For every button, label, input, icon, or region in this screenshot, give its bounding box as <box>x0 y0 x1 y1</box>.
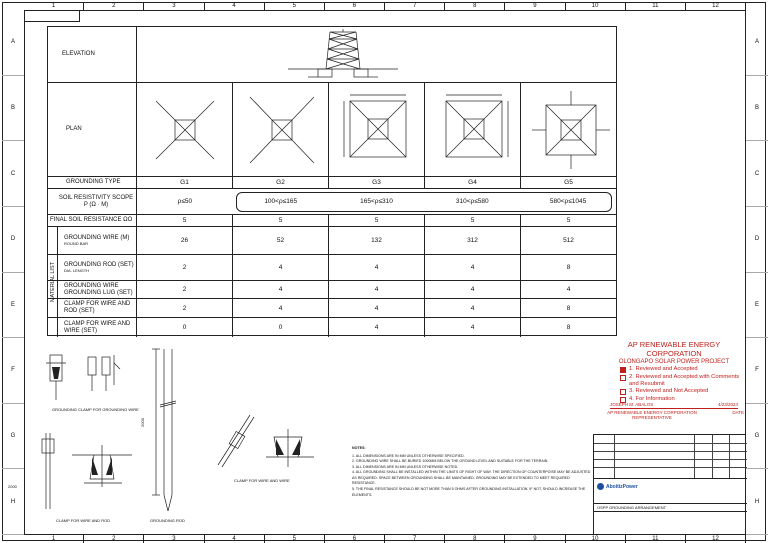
zone-row: H <box>2 469 24 535</box>
material-cell: 4 <box>328 318 424 337</box>
representative-row <box>604 410 744 420</box>
zone-col: 3 <box>144 535 204 543</box>
representative-label: AP RENEWABLE ENERGY CORPORATION REPRESENTATIVE <box>607 410 697 420</box>
dimension-label: 2000 <box>8 484 17 489</box>
stamp-option[interactable] <box>620 366 748 373</box>
material-cell: 8 <box>520 299 616 317</box>
material-cell: 2 <box>136 255 232 280</box>
plan-g4-drawing <box>434 89 514 169</box>
material-sub: DIA. LENGTH <box>64 267 90 273</box>
material-cell: 4 <box>232 299 328 317</box>
final-resistance-cell: 5 <box>232 215 328 226</box>
signer-name: JOSEPH M. ABALOS <box>610 402 654 407</box>
material-name: GROUNDING WIRE (M) <box>64 235 130 241</box>
zone-col: 6 <box>325 2 385 10</box>
title-block <box>593 434 746 535</box>
logo-mark-icon <box>597 483 604 490</box>
wire-wire-clamp-detail <box>210 405 320 475</box>
material-list-block <box>48 227 616 337</box>
material-cell: 4 <box>232 281 328 298</box>
material-cell: 4 <box>232 255 328 280</box>
note-item: 5. THE FINAL RESISTANCE SHOULD BE NOT MORE THAN 5 OHMS AFTER GROUNDING INSTALLATION. IF NOT, SHOULD INCREASE THE ELEMENTS. <box>352 486 586 497</box>
grounding-type-cell: G5 <box>520 177 616 188</box>
stamp-project: OLONGAPO SOLAR POWER PROJECT <box>618 359 730 365</box>
corner-box <box>24 10 80 22</box>
plan-g2-drawing <box>244 91 320 169</box>
stamp-option-label: 3. Reviewed and Not Accepted <box>629 388 709 395</box>
soil-resistivity-cell: 310<ρ≤580 <box>455 198 489 205</box>
material-label: CLAMP FOR WIRE AND WIRE (SET) <box>64 320 131 334</box>
material-cell: 52 <box>232 227 328 254</box>
zone-col: 5 <box>265 2 325 10</box>
material-cell: 2 <box>136 281 232 298</box>
notes-title: NOTES: <box>352 446 366 450</box>
wire-rod-clamp-detail <box>32 425 142 515</box>
soil-resistivity-label <box>56 189 136 214</box>
material-cell: 4 <box>520 281 616 298</box>
material-label <box>64 255 136 280</box>
grounding-type-row <box>48 177 616 189</box>
final-resistance-label: FINAL SOIL RESISTANCE ΩO <box>50 217 133 224</box>
final-resistance-cell: 5 <box>424 215 520 226</box>
stamp-option-label: 2. Reviewed and Accepted with Comments and Resubmit <box>629 374 740 387</box>
material-label: CLAMP FOR WIRE AND ROD (SET) <box>64 301 131 314</box>
zone-row: G <box>746 404 768 470</box>
zone-col: 7 <box>385 2 445 10</box>
final-resistance-cell: 5 <box>328 215 424 226</box>
zone-col: 10 <box>566 535 626 543</box>
note-item: 4. ALL GROUNDING SHALL BE INSTALLED WITHIN THE LIMITS OF RIGHT OF WAY. THE DIRECTION OF COUNTERPOISE MAY BE ADJUSTED AS REQUIRED. SPACE BETWEEN GROUNDING SHALL BE MAINTAINED. GROUNDING MAY BE EXTENDED TO MEET REQUIRED RESISTANCE. <box>352 470 591 486</box>
zone-row: E <box>2 273 24 339</box>
zone-row: D <box>746 207 768 273</box>
stamp-company: AP RENEWABLE ENERGY CORPORATION <box>627 340 721 358</box>
checkbox-checked-icon[interactable] <box>620 367 626 373</box>
zone-row: C <box>746 141 768 207</box>
zone-col: 11 <box>626 535 686 543</box>
zone-col: 11 <box>626 2 686 10</box>
plan-label: PLAN <box>66 126 82 133</box>
zone-row: B <box>746 76 768 142</box>
date-label: DATE <box>732 410 744 415</box>
zone-row: C <box>2 141 24 207</box>
zone-col: 2 <box>84 2 144 10</box>
signature-line <box>610 402 738 409</box>
stamp-option-label: 1. Reviewed and Accepted <box>629 366 698 372</box>
note-item: 2. GROUNDING WIRE SHALL BE BURIED 1000MM BELOW THE GROUND LEVEL AND SUITABLE FOR THE TERRAIN. <box>352 459 549 464</box>
material-cell: 4 <box>328 281 424 298</box>
soil-resistivity-cell: 165<ρ≤310 <box>360 198 393 205</box>
material-cell: 0 <box>232 318 328 337</box>
final-resistance-row <box>48 215 616 227</box>
zone-markers-right <box>746 10 768 535</box>
zone-col: 7 <box>385 535 445 543</box>
zone-col: 8 <box>445 2 505 10</box>
detail-caption: GROUNDING ROD <box>150 518 185 523</box>
plan-g1-drawing <box>148 93 222 167</box>
material-label: GROUNDING WIRE GROUNDING LUG (SET) <box>64 282 133 296</box>
soil-resistivity-cell: 100<ρ≤165 <box>264 198 298 205</box>
zone-col: 12 <box>686 535 746 543</box>
dimension-label: 2000 <box>139 418 145 427</box>
detail-caption: GROUNDING CLAMP FOR GROUNDING WIRE <box>52 407 139 412</box>
material-cell: 26 <box>136 227 232 254</box>
material-row <box>48 299 616 318</box>
grounding-type-cell: G2 <box>232 177 328 188</box>
zone-col: 4 <box>205 535 265 543</box>
material-cell: 0 <box>136 318 232 337</box>
zone-markers-left <box>2 10 24 535</box>
stamp-option[interactable] <box>620 388 748 395</box>
document-title: OSPP GROUNDING ARRANGEMENT <box>594 503 747 512</box>
note-item: 1. ALL DIMENSIONS ARE IN MM UNLESS OTHERWISE SPECIFIED. <box>352 453 465 458</box>
elevation-row <box>48 27 616 83</box>
note-item: 3. ALL DIMENSIONS ARE IN MM UNLESS OTHERWISE NOTED. <box>352 464 459 469</box>
zone-row: A <box>2 10 24 76</box>
material-row <box>48 318 616 337</box>
zone-row: B <box>2 76 24 142</box>
soil-resistivity-unit: Ρ (Ω · M) <box>83 201 109 208</box>
material-name: GROUNDING ROD (SET) <box>64 262 134 268</box>
zone-col: 3 <box>144 2 204 10</box>
zone-col: 12 <box>686 2 746 10</box>
material-cell: 4 <box>424 318 520 337</box>
plan-g5-drawing <box>528 87 614 173</box>
soil-resistivity-cell: ρ≤50 <box>136 189 233 214</box>
material-cell: 4 <box>328 255 424 280</box>
material-row <box>48 227 616 255</box>
material-cell: 8 <box>520 318 616 337</box>
material-cell: 8 <box>520 255 616 280</box>
material-cell: 4 <box>424 281 520 298</box>
material-cell: 312 <box>424 227 520 254</box>
checkbox-icon[interactable] <box>620 389 626 395</box>
detail-caption: CLAMP FOR WIRE AND WIRE <box>234 478 290 483</box>
zone-row: A <box>746 10 768 76</box>
stamp-option-label: 4. For Information <box>629 396 675 403</box>
review-stamp <box>600 340 748 435</box>
zone-row: D <box>2 207 24 273</box>
zone-row: H <box>746 469 768 535</box>
material-row <box>48 255 616 281</box>
elevation-label: ELEVATION <box>62 51 95 58</box>
detail-caption: CLAMP FOR WIRE AND ROD <box>56 518 111 523</box>
zone-row: G <box>2 404 24 470</box>
zone-col: 8 <box>445 535 505 543</box>
material-cell: 4 <box>424 299 520 317</box>
stamp-option[interactable] <box>620 374 748 387</box>
zone-col: 10 <box>566 2 626 10</box>
zone-markers-top <box>24 2 746 10</box>
zone-markers-bottom <box>24 535 746 543</box>
material-list-label: MATERIAL LIST <box>49 261 56 303</box>
company-logo <box>597 483 638 490</box>
zone-row: F <box>2 338 24 404</box>
plan-g3-drawing <box>338 89 418 169</box>
zone-col: 5 <box>265 535 325 543</box>
logo-text: AboitizPower <box>606 483 638 490</box>
plan-row <box>48 83 616 177</box>
checkbox-icon[interactable] <box>620 375 626 381</box>
material-sub: ROUND BAR <box>64 240 89 246</box>
material-cell: 4 <box>328 299 424 317</box>
grounding-type-cell: G3 <box>328 177 424 188</box>
zone-col: 1 <box>24 2 84 10</box>
zone-row: E <box>746 273 768 339</box>
grounding-table <box>47 26 617 336</box>
soil-resistivity-title: SOIL RESISTIVITY SCOPE <box>58 194 134 201</box>
grounding-type-cell: G1 <box>136 177 232 188</box>
zone-col: 6 <box>325 535 385 543</box>
zone-col: 4 <box>205 2 265 10</box>
zone-row: F <box>746 338 768 404</box>
soil-resistivity-row <box>48 189 616 215</box>
grounding-rod-detail <box>150 345 190 517</box>
material-row <box>48 281 616 299</box>
final-resistance-cell: 5 <box>520 215 616 226</box>
zone-col: 9 <box>505 2 565 10</box>
zone-col: 9 <box>505 535 565 543</box>
material-label <box>64 227 136 254</box>
general-notes <box>352 446 592 498</box>
material-cell: 512 <box>520 227 616 254</box>
tower-elevation-drawing <box>268 29 418 81</box>
soil-resistivity-cell: 580<ρ≤1045 <box>549 198 587 205</box>
grounding-type-label: GROUNDING TYPE <box>66 179 121 186</box>
grounding-clamp-detail <box>40 345 130 407</box>
final-resistance-cell: 5 <box>136 215 232 226</box>
material-cell: 132 <box>328 227 424 254</box>
signature-date: 4/23/2024 <box>717 402 738 407</box>
material-cell: 2 <box>136 299 232 317</box>
zone-col: 2 <box>84 535 144 543</box>
revision-grid <box>594 435 747 479</box>
zone-col: 1 <box>24 535 84 543</box>
material-cell: 4 <box>424 255 520 280</box>
grounding-type-cell: G4 <box>424 177 520 188</box>
